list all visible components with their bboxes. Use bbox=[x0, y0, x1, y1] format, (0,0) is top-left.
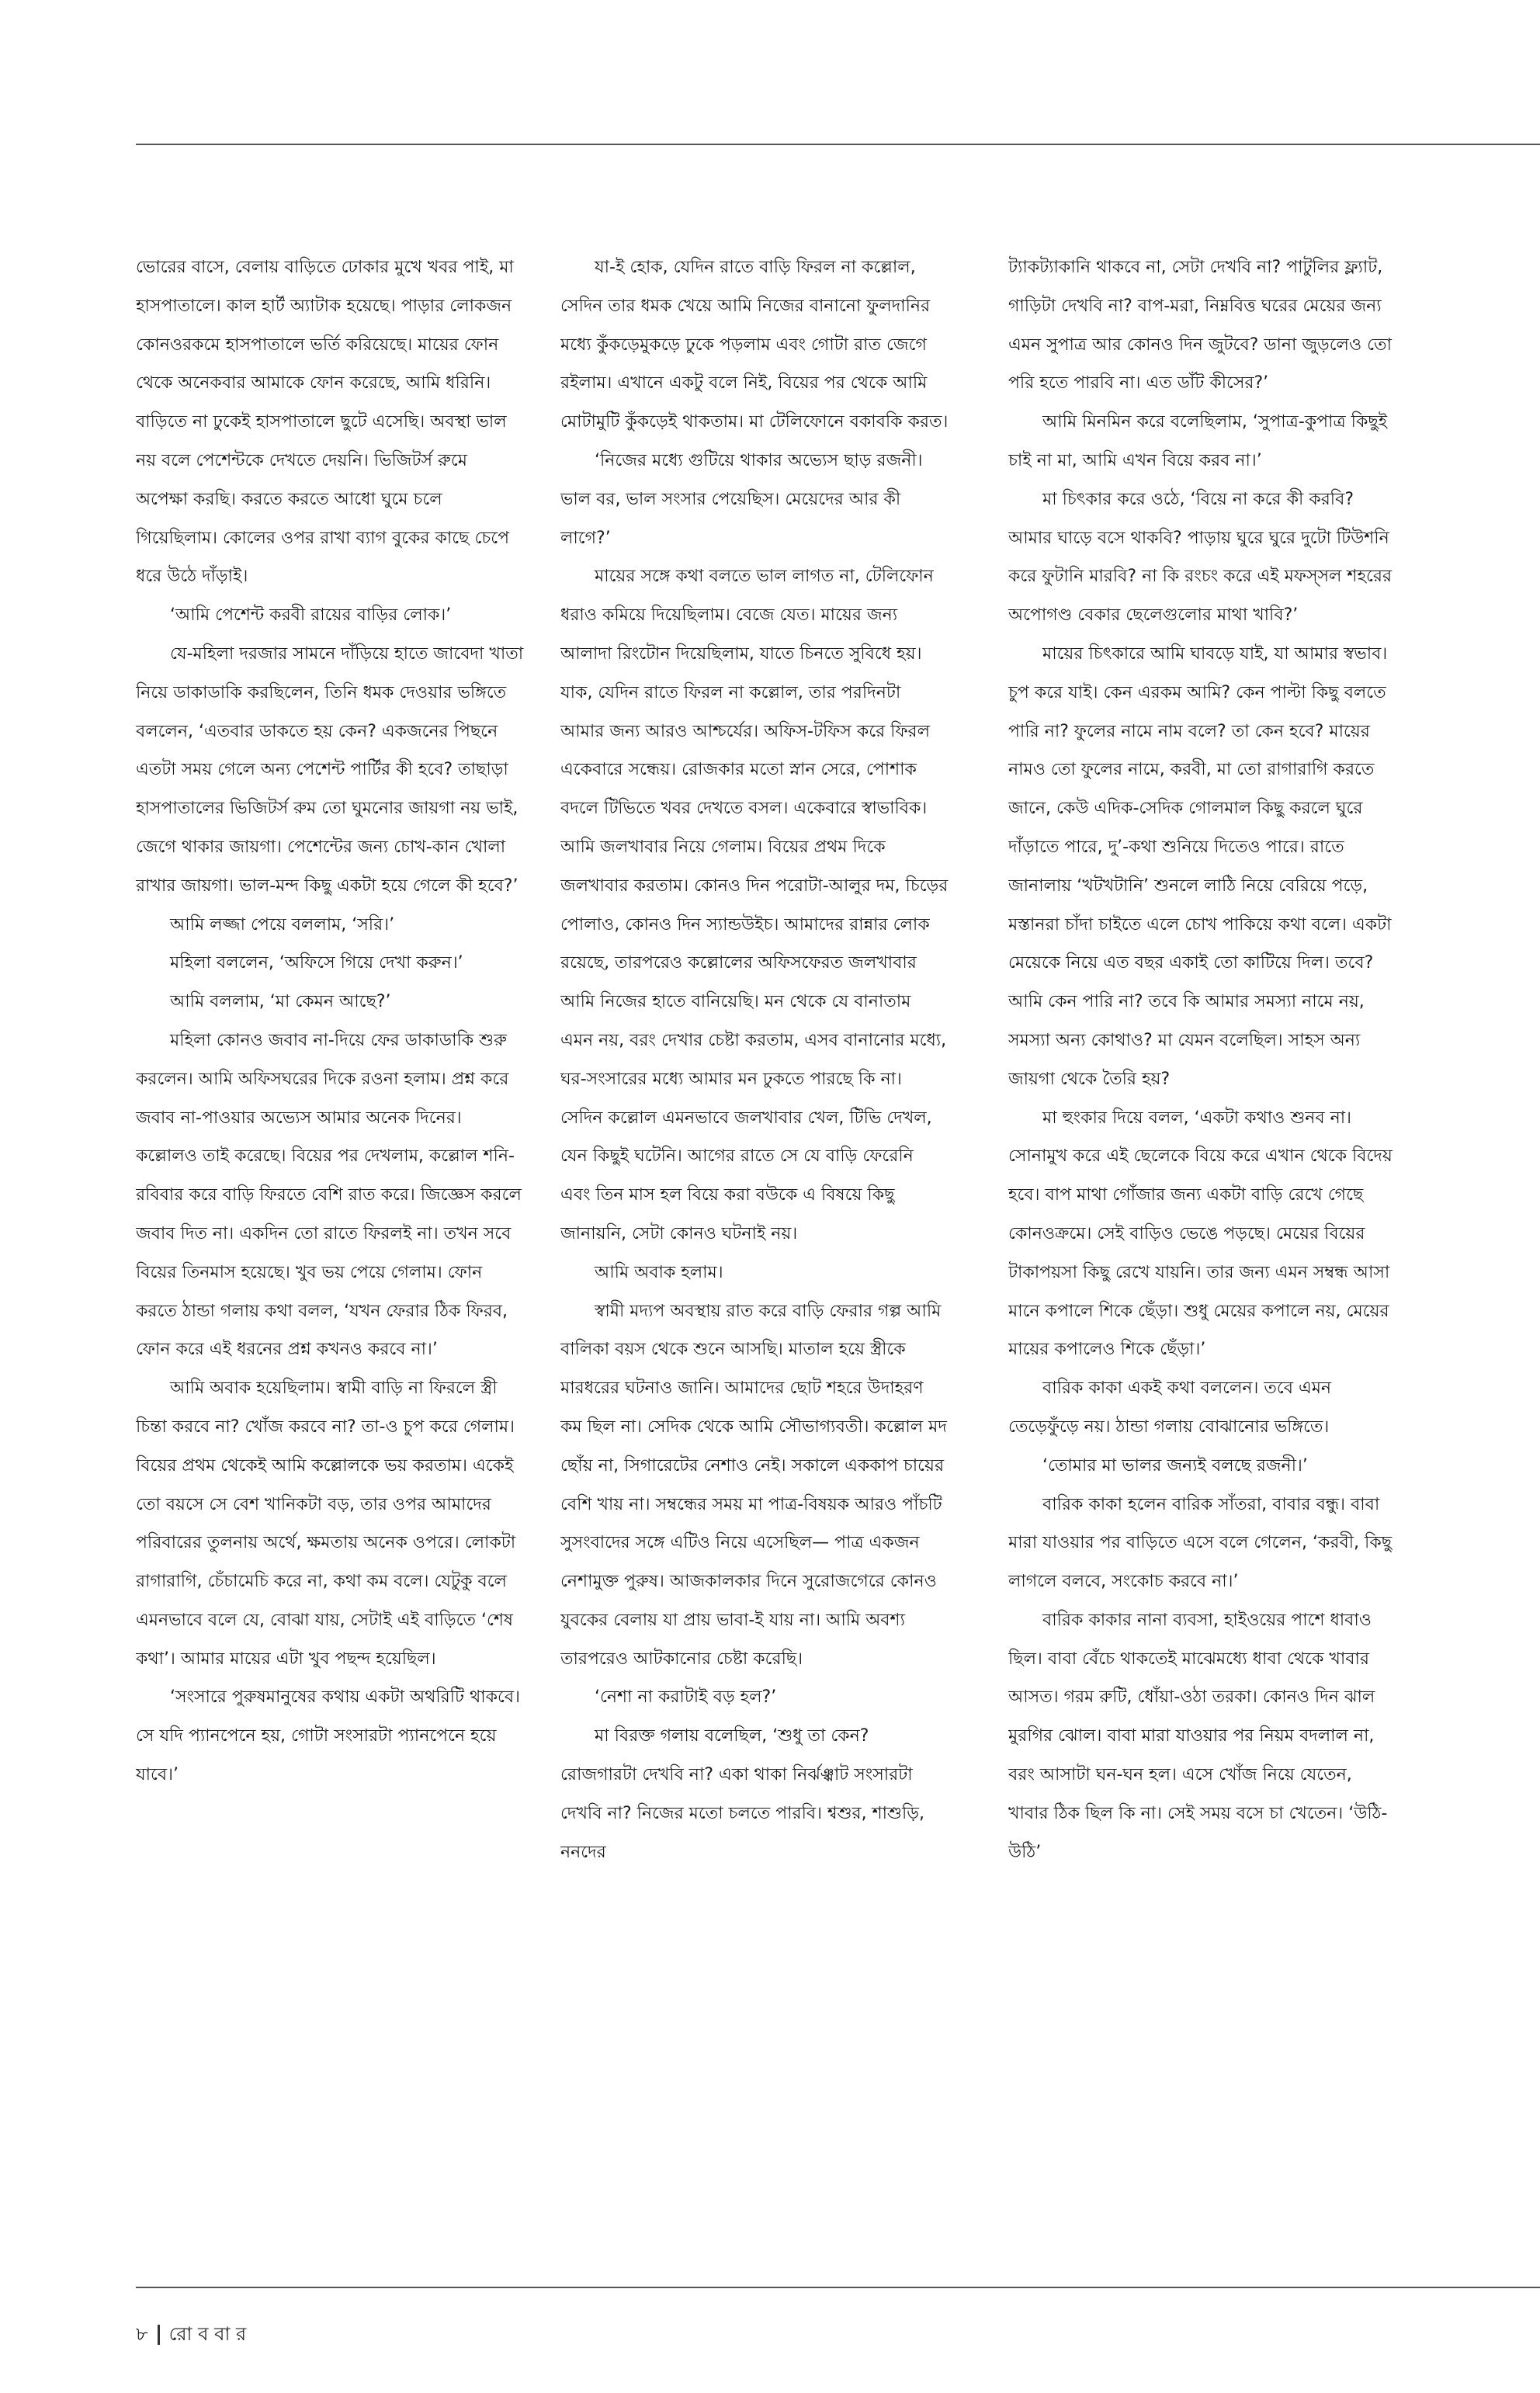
paragraph: আমি মিনমিন করে বলেছিলাম, ‘সুপাত্র-কুপাত্র কিছুই চাই না মা, আমি এখন বিয়ে করব না।’ bbox=[1008, 412, 1388, 470]
paragraph: বারিক কাকা হলেন বারিক সাঁতরা, বাবার বন্ধু। বাবা মারা যাওয়ার পর বাড়িতে এসে বলে গেলেন, ‘করবী, কিছু লাগলে বলবে, সংকোচ করবে না।’ bbox=[1008, 1494, 1393, 1592]
paragraph: ‘সংসারে পুরুষমানুষের কথায় একটা অথরিটি থাকবে। সে যদি প্যানপেনে হয়, গোটা সংসারটা প্যানপেনে হয়ে যাবে।’ bbox=[136, 1687, 520, 1785]
page-footer bbox=[136, 2321, 246, 2347]
paragraph: মায়ের সঙ্গে কথা বলতে ভাল লাগত না, টেলিফোন ধরাও কমিয়ে দিয়েছিলাম। বেজে যেত। মায়ের জন্য আলাদা রিংটোন দিয়েছিলাম, যাতে চিনতে সুবিধে হয়। যাক, যেদিন রাতে ফিরল না কল্লোল, তার পরদিনটা আমার জন্য আরও আশ্চর্যের। অফিস-টফিস করে ফিরল একেবারে সন্ধেয়। রোজকার মতো স্নান সেরে, পোশাক বদলে টিভিতে খবর দেখতে বসল। একেবারে স্বাভাবিক। আমি জলখাবার নিয়ে গেলাম। বিয়ের প্রথম দিকে জলখাবার করতাম। কোনও দিন পরোটা-আলুর দম, চিড়ের পোলাও, কোনও দিন স্যান্ডউইচ। আমাদের রান্নার লোক রয়েছে, তারপরেও কল্লোলের অফিসফেরত জলখাবার আমি নিজের হাতে বানিয়েছি। মন থেকে যে বানাতাম এমন নয়, বরং দেখার চেষ্টা করতাম, এসব বানানোর মধ্যে, ঘর-সংসারের মধ্যে আমার মন ঢুকতে পারছে কি না। সেদিন কল্লোল এমনভাবে জলখাবার খেল, টিভি দেখল, যেন কিছুই ঘটেনি। আগের রাতে সে যে বাড়ি ফেরেনি এবং তিন মাস হল বিয়ে করা বউকে এ বিষয়ে কিছু জানায়নি, সেটা কোনও ঘটনাই নয়। bbox=[560, 567, 949, 1243]
text-column-3 bbox=[1008, 248, 1396, 2259]
paragraph: যে-মহিলা দরজার সামনে দাঁড়িয়ে হাতে জাবেদা খাতা নিয়ে ডাকাডাকি করছিলেন, তিনি ধমক দেওয়ার ভঙ্গিতে বললেন, ‘এতবার ডাকতে হয় কেন? একজনের পিছনে এতটা সময় গেলে অন্য পেশেন্ট পার্টির কী হবে? তাছাড়া হাসপাতালের ভিজিটর্স রুম তো ঘুমনোর জায়গা নয় ভাই, জেগে থাকার জায়গা। পেশেন্টের জন্য চোখ-কান খোলা রাখার জায়গা। ভাল-মন্দ কিছু একটা হয়ে গেলে কী হবে?’ bbox=[136, 643, 524, 896]
paragraph: আমি বললাম, ‘মা কেমন আছে?’ bbox=[170, 992, 391, 1012]
paragraph: আমি লজ্জা পেয়ে বললাম, ‘সরি।’ bbox=[170, 914, 395, 935]
paragraph: মহিলা কোনও জবাব না-দিয়ে ফের ডাকাডাকি শুরু করলেন। আমি অফিসঘরের দিকে রওনা হলাম। প্রশ্ন করে জবাব না-পাওয়ার অভ্যেস আমার অনেক দিনের। কল্লোলও তাই করেছে। বিয়ের পর দেখলাম, কল্লোল শনি-রবিবার করে বাড়ি ফিরতে বেশি রাত করে। জিজ্ঞেস করলে জবাব দিত না। একদিন তো রাতে ফিরলই না। তখন সবে বিয়ের তিনমাস হয়েছে। খুব ভয় পেয়ে গেলাম। ফোন করতে ঠান্ডা গলায় কথা বলল, ‘যখন ফেরার ঠিক ফিরব, ফোন করে এই ধরনের প্রশ্ন কখনও করবে না।’ bbox=[136, 1030, 522, 1360]
paragraph: ‘নেশা না করাটাই বড় হল?’ bbox=[595, 1687, 777, 1708]
paragraph: আমি অবাক হয়েছিলাম। স্বামী বাড়ি না ফিরলে স্ত্রী চিন্তা করবে না? খোঁজ করবে না? তা-ও চুপ করে গেলাম। বিয়ের প্রথম থেকেই আমি কল্লোলকে ভয় করতাম। একেই তো বয়সে সে বেশ খানিকটা বড়, তার ওপর আমাদের পরিবারের তুলনায় অর্থে, ক্ষমতায় অনেক ওপরে। লোকটা রাগারাগি, চেঁচামেচি করে না, কথা কম বলে। যেটুকু বলে এমনভাবে বলে যে, বোঝা যায়, সেটাই এই বাড়িতে ‘শেষ কথা’। আমার মায়ের এটা খুব পছন্দ হয়েছিল। bbox=[136, 1379, 516, 1669]
paragraph: ‘নিজের মধ্যে গুটিয়ে থাকার অভ্যেস ছাড় রজনী। ভাল বর, ভাল সংসার পেয়েছিস। মেয়েদের আর কী লাগে?’ bbox=[560, 450, 923, 548]
paragraph: মা হুংকার দিয়ে বলল, ‘একটা কথাও শুনব না। সোনামুখ করে এই ছেলেকে বিয়ে করে এখান থেকে বিদেয় হবে। বাপ মাথা গোঁজার জন্য একটা বাড়ি রেখে গেছে কোনওক্রমে। সেই বাড়িও ভেঙে পড়ছে। মেয়ের বিয়ের টাকাপয়সা কিছু রেখে যায়নি। তার জন্য এমন সম্বন্ধ আসা মানে কপালে শিকে ছেঁড়া। শুধু মেয়ের কপালে নয়, মেয়ের মায়ের কপালেও শিকে ছেঁড়া।’ bbox=[1008, 1108, 1393, 1360]
paragraph: ভোরের বাসে, বেলায় বাড়িতে ঢোকার মুখে খবর পাই, মা হাসপাতালে। কাল হার্ট অ্যাটাক হয়েছে। পাড়ার লোকজন কোনওরকমে হাসপাতালে ভর্তি করিয়েছে। মায়ের ফোন থেকে অনেকবার আমাকে ফোন করেছে, আমি ধরিনি। বাড়িতে না ঢুকেই হাসপাতালে ছুটে এসেছি। অবস্থা ভাল নয় বলে পেশেন্টকে দেখতে দেয়নি। ভিজিটর্স রুমে অপেক্ষা করছি। করতে করতে আধো ঘুমে চলে গিয়েছিলাম। কোলের ওপর রাখা ব্যাগ বুকের কাছে চেপে ধরে উঠে দাঁড়াই। bbox=[136, 258, 514, 587]
text-column-2 bbox=[560, 248, 949, 2259]
paragraph: বারিক কাকার নানা ব্যবসা, হাইওয়ের পাশে ধাবাও ছিল। বাবা বেঁচে থাকতেই মাঝেমধ্যে ধাবা থেকে খাবার আসত। গরম রুটি, ধোঁয়া-ওঠা তরকা। কোনও দিন ঝাল মুরগির ঝোল। বাবা মারা যাওয়ার পর নিয়ম বদলাল না, বরং আসাটা ঘন-ঘন হল। এসে খোঁজ নিয়ে যেতেন, খাবার ঠিক ছিল কি না। সেই সময় বসে চা খেতেন। ‘উঠি-উঠি’ bbox=[1008, 1610, 1388, 1862]
header-rule bbox=[136, 144, 1540, 145]
paragraph: স্বামী মদ্যপ অবস্থায় রাত করে বাড়ি ফেরার গল্প আমি বালিকা বয়স থেকে শুনে আসছি। মাতাল হয়ে স্ত্রীকে মারধরের ঘটনাও জানি। আমাদের ছোট শহরে উদাহরণ কম ছিল না। সেদিক থেকে আমি সৌভাগ্যবতী। কল্লোল মদ ছোঁয় না, সিগারেটের নেশাও নেই। সকালে এককাপ চায়ের বেশি খায় না। সম্বন্ধের সময় মা পাত্র-বিষয়ক আরও পাঁচটি সুসংবাদের সঙ্গে এটিও নিয়ে এসেছিল— পাত্র একজন নেশামুক্ত পুরুষ। আজকালকার দিনে সুরোজগেরে কোনও যুবকের বেলায় যা প্রায় ভাবা-ই যায় না। আমি অবশ্য তারপরেও আটকানোর চেষ্টা করেছি। bbox=[560, 1301, 947, 1669]
paragraph: ‘আমি পেশেন্ট করবী রায়ের বাড়ির লোক।’ bbox=[170, 605, 452, 626]
paragraph: ‘তোমার মা ভালর জন্যই বলছে রজনী।’ bbox=[1042, 1455, 1308, 1476]
text-column-1 bbox=[136, 248, 524, 2259]
paragraph: মহিলা বললেন, ‘অফিসে গিয়ে দেখা করুন।’ bbox=[170, 953, 463, 973]
paragraph: যা-ই হোক, যেদিন রাতে বাড়ি ফিরল না কল্লোল, সেদিন তার ধমক খেয়ে আমি নিজের বানানো ফুলদানির মধ্যে কুঁকড়েমুকড়ে ঢুকে পড়লাম এবং গোটা রাত জেগে রইলাম। এখানে একটু বলে নিই, বিয়ের পর থেকে আমি মোটামুটি কুঁকড়েই থাকতাম। মা টেলিফোনে বকাবকি করত। bbox=[560, 258, 949, 432]
paragraph: মা চিৎকার করে ওঠে, ‘বিয়ে না করে কী করবি? আমার ঘাড়ে বসে থাকবি? পাড়ায় ঘুরে ঘুরে দুটো টিউশনি করে ফুটানি মারবি? না কি রংচং করে এই মফস্‌সল শহরের অপোগণ্ড বেকার ছেলেগুলোর মাথা খাবি?’ bbox=[1008, 489, 1393, 626]
paragraph: আমি অবাক হলাম। bbox=[595, 1262, 723, 1282]
paragraph: মায়ের চিৎকারে আমি ঘাবড়ে যাই, যা আমার স্বভাব। চুপ করে যাই। কেন এরকম আমি? কেন পাল্টা কিছু বলতে পারি না? ফুলের নামে নাম বলে? তা কেন হবে? মায়ের নামও তো ফুলের নামে, করবী, মা তো রাগারাগি করতে জানে, কেউ এদিক-সেদিক গোলমাল কিছু করলে ঘুরে দাঁড়াতে পারে, দু’-কথা শুনিয়ে দিতেও পারে। রাতে জানালায় ‘খটখটানি’ শুনলে লাঠি নিয়ে বেরিয়ে পড়ে, মস্তানরা চাঁদা চাইতে এলে চোখ পাকিয়ে কথা বলে। একটা মেয়েকে নিয়ে এত বছর একাই তো কাটিয়ে দিল। তবে? আমি কেন পারি না? তবে কি আমার সমস্যা নামে নয়, সমস্যা অন্য কোথাও? মা যেমন বলেছিল। সাহস অন্য জায়গা থেকে তৈরি হয়? bbox=[1008, 643, 1392, 1089]
paragraph: ট্যাকট্যাকানি থাকবে না, সেটা দেখবি না? পাটুলির ফ্ল্যাট, গাড়িটা দেখবি না? বাপ-মরা, নিম্নবিত্ত ঘরের মেয়ের জন্য এমন সুপাত্র আর কোনও দিন জুটবে? ডানা জুড়লেও তো পরি হতে পারবি না। এত ডাঁট কীসের?’ bbox=[1008, 258, 1392, 394]
page-number: ৮ bbox=[136, 2323, 148, 2345]
magazine-name: রো ব বা র bbox=[168, 2323, 247, 2345]
paragraph: মা বিরক্ত গলায় বলেছিল, ‘শুধু তা কেন? রোজগারটা দেখবি না? একা থাকা নির্ঝঞ্ঝাট সংসারটা দেখবি না? নিজের মতো চলতে পারবি। শ্বশুর, শাশুড়ি, ননদের bbox=[560, 1726, 924, 1862]
footer-rule bbox=[136, 2287, 1540, 2288]
paragraph: বারিক কাকা একই কথা বললেন। তবে এমন তেড়েফুঁড়ে নয়। ঠান্ডা গলায় বোঝানোর ভঙ্গিতে। bbox=[1008, 1379, 1332, 1437]
footer-separator bbox=[158, 2325, 160, 2345]
